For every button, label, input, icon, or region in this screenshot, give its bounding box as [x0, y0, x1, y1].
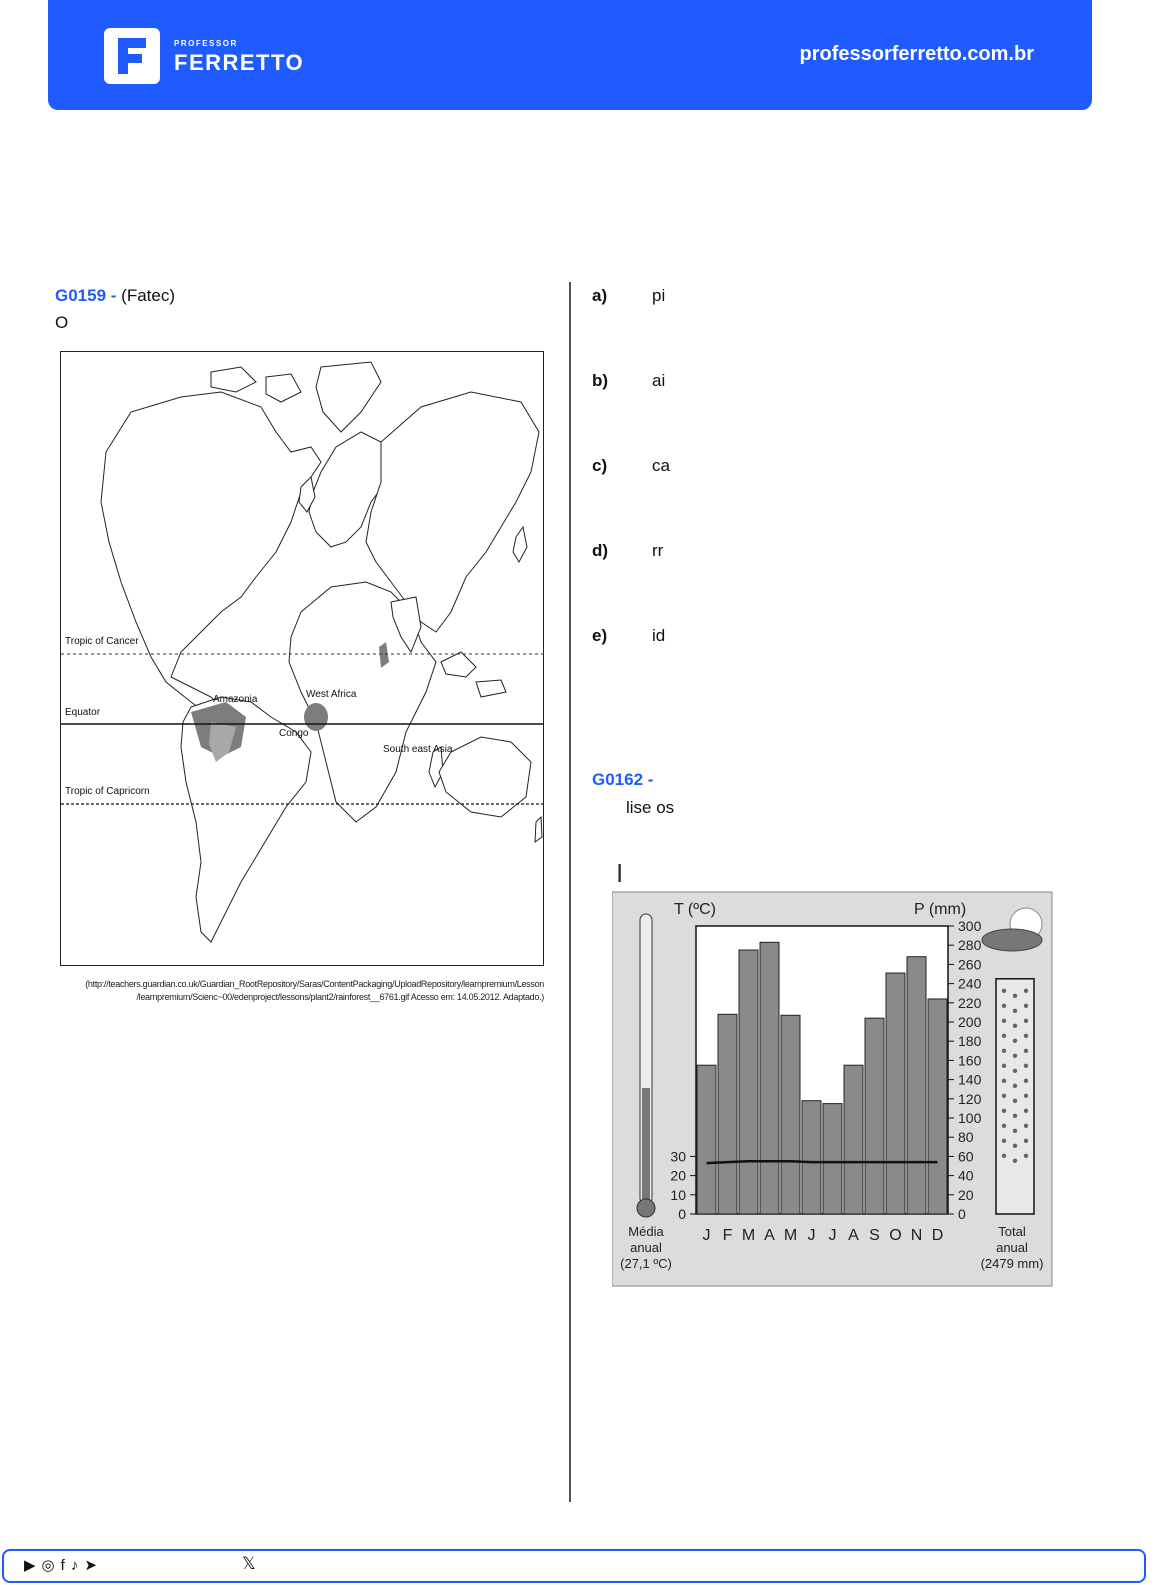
page-footer	[2, 1549, 1146, 1583]
rain-drop	[1013, 1054, 1017, 1058]
right-tick-label: 60	[958, 1148, 974, 1165]
option-a[interactable]	[592, 286, 665, 306]
rain-drop	[1024, 1034, 1028, 1038]
telegram-icon[interactable]: ➤	[84, 1557, 103, 1574]
left-caption-line: Média	[628, 1224, 664, 1239]
option-text: pi	[652, 286, 666, 305]
right-tick-label: 100	[958, 1110, 982, 1126]
right-axis-label: P (mm)	[914, 901, 967, 918]
rain-drop	[1013, 1024, 1017, 1028]
question-2-id: G0162 -	[592, 770, 654, 789]
site-link[interactable]: professorferretto.com.br	[799, 43, 1034, 65]
rain-drop	[1002, 1079, 1006, 1083]
rain-drop	[1013, 1114, 1017, 1118]
option-b[interactable]	[592, 371, 665, 391]
thermometer-fill	[642, 1088, 650, 1204]
left-tick-label: 20	[670, 1167, 686, 1184]
precip-bar	[802, 1101, 821, 1214]
option-letter: b)	[592, 371, 609, 390]
rain-drop	[1013, 1099, 1017, 1103]
right-tick-label: 180	[958, 1033, 982, 1050]
rain-drop	[1002, 1139, 1006, 1143]
left-caption-line: anual	[630, 1240, 662, 1255]
logo	[104, 28, 160, 84]
right-tick-label: 80	[958, 1129, 974, 1146]
map-caption-line-2: /learnpremium/Scienc~00/edenproject/lessons/plant2/rainforest__6761.gif Acesso em: 14.05.2012. Adaptado.)	[136, 992, 544, 1002]
label-amazonia: Amazonia	[213, 694, 258, 705]
rain-drop	[1002, 1004, 1006, 1008]
option-e[interactable]	[592, 626, 665, 646]
rain-drop	[1013, 1009, 1017, 1013]
climate-chart	[612, 852, 1078, 1302]
precip-bar	[886, 973, 905, 1214]
option-letter: d)	[592, 541, 609, 560]
month-label: O	[889, 1227, 902, 1244]
rain-drop	[1002, 1019, 1006, 1023]
panel-label: I	[616, 858, 624, 888]
label-equator: Equator	[65, 707, 101, 718]
label-tropic-capricorn: Tropic of Capricorn	[65, 786, 150, 797]
rain-drop	[1002, 989, 1006, 993]
x-icon[interactable]: 𝕏	[242, 1554, 256, 1573]
youtube-icon[interactable]: ▶	[24, 1557, 42, 1574]
option-text: rr	[652, 541, 664, 560]
rain-drop	[1013, 1039, 1017, 1043]
right-tick-label: 120	[958, 1090, 982, 1107]
social-icons	[24, 1556, 103, 1574]
left-axis-label: T (ºC)	[674, 901, 716, 918]
left-caption-line: (27,1 ºC)	[620, 1256, 672, 1271]
rain-drop	[1002, 1094, 1006, 1098]
right-tick-label: 260	[958, 956, 982, 973]
month-label: J	[807, 1227, 816, 1244]
rain-drop	[1002, 1034, 1006, 1038]
column-divider	[569, 282, 571, 1502]
option-letter: c)	[592, 456, 608, 475]
map-caption-line-1: (http://teachers.guardian.co.uk/Guardian_RootRepository/Saras/ContentPackaging/UploadRepository/learnpremium/Lesson	[85, 979, 544, 989]
rain-drop	[1024, 1049, 1028, 1053]
question-1-source: (Fatec)	[121, 286, 176, 305]
precip-bar	[697, 1065, 716, 1214]
cloud-icon	[982, 929, 1042, 951]
rain-drop	[1013, 994, 1017, 998]
rain-drop	[1013, 1069, 1017, 1073]
month-label: J	[702, 1227, 711, 1244]
rain-drop	[1024, 1064, 1028, 1068]
precip-bar	[928, 999, 947, 1214]
total-rain-column	[996, 979, 1034, 1214]
label-tropic-cancer: Tropic of Cancer	[65, 636, 139, 647]
precip-bar	[781, 1015, 800, 1214]
brand-ferretto: FERRETTO	[174, 50, 305, 75]
month-label: M	[783, 1227, 798, 1244]
rain-drop	[1024, 1124, 1028, 1128]
right-caption-line: anual	[996, 1240, 1028, 1255]
precip-bar	[907, 957, 926, 1214]
left-tick-label: 10	[670, 1186, 686, 1203]
question-1-id: G0159 -	[55, 286, 117, 305]
option-text: ca	[652, 456, 670, 475]
right-caption-line: Total	[998, 1224, 1026, 1239]
rain-drop	[1024, 1004, 1028, 1008]
precip-bar	[823, 1104, 842, 1214]
rain-drop	[1024, 1139, 1028, 1143]
month-label: M	[741, 1227, 756, 1244]
question-1-header	[55, 286, 175, 306]
option-letter: e)	[592, 626, 608, 645]
label-west-africa: West Africa	[306, 689, 357, 700]
precip-bar	[718, 1014, 737, 1214]
precip-bar	[760, 942, 779, 1214]
month-label: F	[722, 1227, 733, 1244]
rain-drop	[1013, 1129, 1017, 1133]
left-tick-label: 30	[670, 1148, 686, 1165]
precip-bar	[865, 1018, 884, 1214]
question-2-header	[592, 770, 653, 790]
rain-drop	[1024, 1154, 1028, 1158]
right-tick-label: 140	[958, 1071, 982, 1088]
map-caption	[60, 978, 544, 1004]
brand-professor: PROFESSOR	[174, 39, 238, 48]
option-c[interactable]	[592, 456, 670, 476]
month-label: A	[848, 1227, 859, 1244]
option-d[interactable]	[592, 541, 663, 561]
rain-drop	[1002, 1124, 1006, 1128]
facebook-icon[interactable]: f	[60, 1557, 71, 1574]
rain-drop	[1024, 1019, 1028, 1023]
rain-drop	[1013, 1144, 1017, 1148]
right-tick-label: 220	[958, 994, 982, 1011]
thermometer-bulb	[637, 1199, 655, 1217]
right-tick-label: 20	[958, 1186, 974, 1203]
rain-drop	[1002, 1154, 1006, 1158]
rain-drop	[1024, 989, 1028, 993]
month-label: D	[931, 1227, 944, 1244]
rain-drop	[1013, 1159, 1017, 1163]
question-1-text: O	[55, 313, 69, 332]
left-tick-label: 0	[678, 1206, 686, 1222]
world-map-drawing	[61, 352, 543, 965]
right-tick-label: 200	[958, 1014, 982, 1030]
rain-drop	[1002, 1109, 1006, 1113]
right-tick-label: 240	[958, 975, 982, 992]
rain-drop	[1002, 1049, 1006, 1053]
rain-drop	[1024, 1079, 1028, 1083]
month-label: J	[828, 1227, 837, 1244]
logo-mark-icon	[104, 28, 160, 84]
rain-drop	[1024, 1094, 1028, 1098]
option-text: id	[652, 626, 666, 645]
option-letter: a)	[592, 286, 608, 305]
label-southeast-asia: South east Asia	[383, 744, 453, 755]
month-label: A	[764, 1227, 775, 1244]
rain-drop	[1002, 1064, 1006, 1068]
right-tick-label: 280	[958, 937, 982, 954]
option-text: ai	[652, 371, 666, 390]
page-header	[48, 0, 1092, 110]
question-2-text: lise os	[626, 798, 675, 817]
right-tick-label: 160	[958, 1052, 982, 1069]
right-caption-line: (2479 mm)	[980, 1256, 1044, 1271]
month-label: N	[910, 1227, 923, 1244]
right-tick-label: 0	[958, 1206, 966, 1222]
rain-drop	[1024, 1109, 1028, 1113]
precip-bar	[844, 1065, 863, 1214]
label-congo: Congo	[279, 728, 309, 739]
right-tick-label: 300	[958, 918, 982, 934]
tiktok-icon[interactable]: ♪	[70, 1557, 85, 1574]
right-tick-label: 40	[958, 1167, 974, 1184]
instagram-icon[interactable]: ◎	[41, 1557, 61, 1574]
month-label: S	[869, 1227, 880, 1244]
rain-drop	[1013, 1084, 1017, 1088]
world-map	[60, 351, 544, 966]
precip-bar	[739, 950, 758, 1214]
climate-chart-svg	[612, 852, 1078, 1302]
